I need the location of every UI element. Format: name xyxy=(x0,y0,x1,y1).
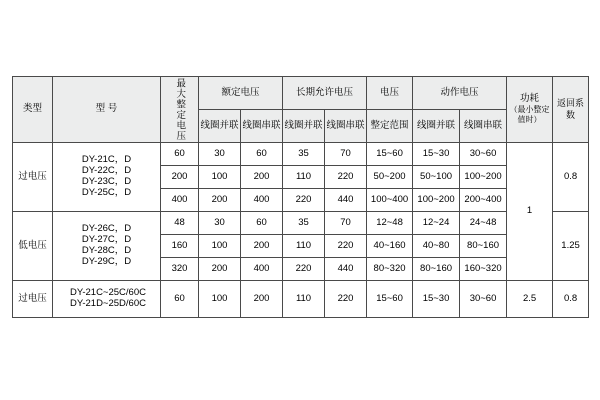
cell-setting-range: 15~60 xyxy=(367,143,413,166)
table-row xyxy=(13,281,589,318)
cell-action-series: 80~160 xyxy=(460,235,507,258)
cell-action-series: 200~400 xyxy=(460,189,507,212)
row-type: 过电压 xyxy=(13,143,53,212)
header-power-note: （最小整定值时） xyxy=(509,104,550,124)
cell-setting-range: 50~200 xyxy=(367,166,413,189)
cell-action-series: 160~320 xyxy=(460,258,507,281)
header-power-label: 功耗 xyxy=(520,93,540,105)
model-line: DY-28C，D xyxy=(81,245,132,256)
header-type: 类型 xyxy=(13,77,53,143)
header-setting-range: 整定范围 xyxy=(367,110,413,143)
row-models xyxy=(53,281,161,318)
header-longterm-parallel: 线圈并联 xyxy=(283,110,325,143)
cell-rated-parallel: 30 xyxy=(199,212,241,235)
cell-rated-parallel: 100 xyxy=(199,235,241,258)
cell-rated-parallel: 100 xyxy=(199,281,241,318)
cell-rated-series: 400 xyxy=(241,258,283,281)
cell-rated-parallel: 30 xyxy=(199,143,241,166)
cell-action-parallel: 15~30 xyxy=(413,143,460,166)
header-rated-parallel: 线圈并联 xyxy=(199,110,241,143)
cell-action-series: 24~48 xyxy=(460,212,507,235)
cell-action-series: 30~60 xyxy=(460,281,507,318)
model-line: DY-21C，D xyxy=(81,154,132,166)
cell-power: 2.5 xyxy=(507,281,553,318)
cell-setting-range: 12~48 xyxy=(367,212,413,235)
cell-longterm-parallel: 35 xyxy=(283,143,325,166)
cell-longterm-parallel: 35 xyxy=(283,212,325,235)
cell-longterm-series: 440 xyxy=(325,258,367,281)
cell-longterm-parallel: 110 xyxy=(283,166,325,189)
cell-longterm-series: 440 xyxy=(325,189,367,212)
cell-longterm-parallel: 110 xyxy=(283,235,325,258)
cell-power: 1 xyxy=(507,143,553,281)
table-header xyxy=(13,77,589,143)
cell-rated-series: 400 xyxy=(241,189,283,212)
cell-max-setting: 160 xyxy=(161,235,199,258)
cell-max-setting: 60 xyxy=(161,281,199,318)
cell-max-setting: 400 xyxy=(161,189,199,212)
cell-return-coefficient: 1.25 xyxy=(553,212,589,281)
cell-rated-series: 200 xyxy=(241,235,283,258)
model-line: DY-26C，D xyxy=(81,223,132,235)
row-type: 低电压 xyxy=(13,212,53,281)
cell-longterm-series: 70 xyxy=(325,143,367,166)
header-max-setting-voltage xyxy=(161,77,199,143)
cell-setting-range: 80~320 xyxy=(367,258,413,281)
cell-max-setting: 320 xyxy=(161,258,199,281)
cell-rated-series: 60 xyxy=(241,143,283,166)
header-model: 型 号 xyxy=(53,77,161,143)
cell-rated-parallel: 200 xyxy=(199,258,241,281)
cell-setting-range: 40~160 xyxy=(367,235,413,258)
header-long-term-voltage: 长期允许电压 xyxy=(283,77,367,110)
cell-return-coefficient: 0.8 xyxy=(553,281,589,318)
model-line: DY-23C，D xyxy=(81,176,132,187)
cell-longterm-series: 70 xyxy=(325,212,367,235)
cell-setting-range: 15~60 xyxy=(367,281,413,318)
cell-action-series: 100~200 xyxy=(460,166,507,189)
cell-setting-range: 100~400 xyxy=(367,189,413,212)
specification-table xyxy=(12,76,589,318)
cell-max-setting: 200 xyxy=(161,166,199,189)
cell-rated-parallel: 100 xyxy=(199,166,241,189)
cell-action-parallel: 100~200 xyxy=(413,189,460,212)
header-longterm-series: 线圈串联 xyxy=(325,110,367,143)
model-line: DY-25C，D xyxy=(81,186,132,198)
table-row xyxy=(13,143,589,166)
cell-rated-series: 200 xyxy=(241,166,283,189)
model-line: DY-21D~25D/60C xyxy=(70,298,146,309)
header-max-setting-voltage-text: 最大整定电压 xyxy=(174,78,186,141)
model-line: DY-21C~25C/60C xyxy=(70,287,146,299)
cell-longterm-parallel: 220 xyxy=(283,189,325,212)
header-voltage: 电压 xyxy=(367,77,413,110)
model-line: DY-29C，D xyxy=(81,255,132,267)
cell-longterm-series: 220 xyxy=(325,166,367,189)
header-power xyxy=(507,77,553,143)
cell-return-coefficient: 0.8 xyxy=(553,143,589,212)
row-models xyxy=(53,212,161,281)
row-type: 过电压 xyxy=(13,281,53,318)
cell-longterm-series: 220 xyxy=(325,281,367,318)
cell-max-setting: 60 xyxy=(161,143,199,166)
table-body xyxy=(13,143,589,318)
cell-rated-series: 60 xyxy=(241,212,283,235)
table-row xyxy=(13,212,589,235)
cell-max-setting: 48 xyxy=(161,212,199,235)
header-action-voltage: 动作电压 xyxy=(413,77,507,110)
cell-action-series: 30~60 xyxy=(460,143,507,166)
cell-longterm-series: 220 xyxy=(325,235,367,258)
cell-action-parallel: 12~24 xyxy=(413,212,460,235)
cell-longterm-parallel: 220 xyxy=(283,258,325,281)
cell-action-parallel: 80~160 xyxy=(413,258,460,281)
cell-longterm-parallel: 110 xyxy=(283,281,325,318)
model-line: DY-22C，D xyxy=(81,165,132,177)
cell-rated-series: 200 xyxy=(241,281,283,318)
cell-action-parallel: 50~100 xyxy=(413,166,460,189)
header-action-parallel: 线圈并联 xyxy=(413,110,460,143)
header-rated-voltage: 额定电压 xyxy=(199,77,283,110)
header-return-coefficient-text: 返回系数 xyxy=(557,97,585,120)
model-line: DY-27C，D xyxy=(81,234,132,246)
cell-action-parallel: 15~30 xyxy=(413,281,460,318)
header-row-group xyxy=(13,77,589,110)
header-return-coefficient xyxy=(553,77,589,143)
header-action-series: 线圈串联 xyxy=(460,110,507,143)
cell-rated-parallel: 200 xyxy=(199,189,241,212)
header-rated-series: 线圈串联 xyxy=(241,110,283,143)
row-models xyxy=(53,143,161,212)
cell-action-parallel: 40~80 xyxy=(413,235,460,258)
